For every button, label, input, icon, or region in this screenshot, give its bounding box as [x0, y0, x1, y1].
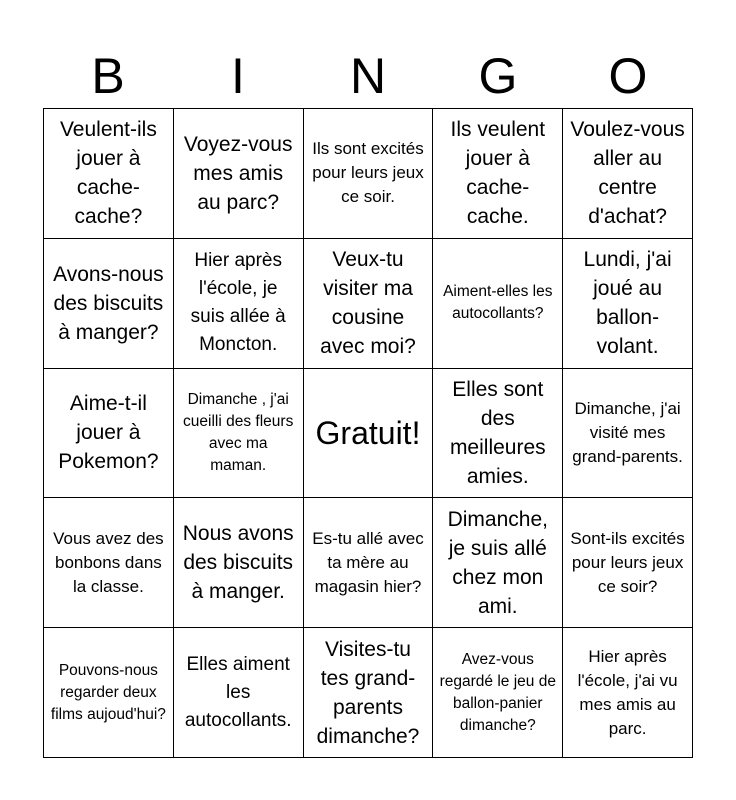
bingo-cell-text: Es-tu allé avec ta mère au magasin hier? — [312, 528, 424, 596]
bingo-cell[interactable] — [44, 498, 174, 628]
bingo-cell[interactable] — [304, 498, 434, 628]
bingo-cell[interactable] — [44, 109, 174, 239]
bingo-cell-text: Ils sont excités pour leurs jeux ce soir. — [312, 139, 424, 207]
bingo-cell-text: Sont-ils excités pour leurs jeux ce soir? — [570, 528, 685, 596]
bingo-cell-text: Elles aiment les autocollants. — [184, 653, 292, 731]
bingo-cell[interactable] — [44, 369, 174, 499]
bingo-cell-text: Hier après l'école, je suis allée à Moncton. — [190, 250, 286, 356]
bingo-cell[interactable] — [174, 628, 304, 758]
bingo-cell-text: Nous avons des biscuits à manger. — [182, 522, 294, 604]
bingo-cell[interactable] — [433, 498, 563, 628]
bingo-cell-text: Voulez-vous aller au centre d'achat? — [570, 118, 685, 229]
bingo-cell-text: Pouvons-nous regarder deux films aujoud'hui? — [50, 661, 166, 723]
bingo-cell-text: Veulent-ils jouer à cache-cache? — [59, 118, 157, 229]
bingo-cell-text: Vous avez des bonbons dans la classe. — [53, 528, 164, 596]
bingo-cell[interactable] — [304, 239, 434, 369]
bingo-cell-text: Avez-vous regardé le jeu de ballon-panier dimanche? — [439, 650, 556, 734]
bingo-cell[interactable] — [44, 628, 174, 758]
bingo-cell[interactable] — [433, 109, 563, 239]
bingo-cell-text: Lundi, j'ai joué au ballon-volant. — [583, 248, 672, 359]
bingo-free-cell[interactable] — [304, 369, 434, 499]
bingo-cell-text: Dimanche , j'ai cueilli des fleurs avec ma maman. — [183, 390, 294, 474]
bingo-cell[interactable] — [433, 369, 563, 499]
bingo-cell[interactable] — [174, 239, 304, 369]
bingo-cell[interactable] — [44, 239, 174, 369]
bingo-cell[interactable] — [433, 239, 563, 369]
bingo-cell-text: Aime-t-il jouer à Pokemon? — [58, 392, 159, 474]
bingo-cell-text: Visites-tu tes grand-parents dimanche? — [316, 637, 420, 748]
bingo-cell[interactable] — [304, 109, 434, 239]
bingo-cell[interactable] — [563, 109, 693, 239]
bingo-cell-text: Voyez-vous mes amis au parc? — [183, 132, 293, 214]
bingo-header — [43, 48, 693, 104]
bingo-cell[interactable] — [563, 628, 693, 758]
bingo-cell-text: Elles sont des meilleures amies. — [449, 377, 546, 488]
header-letter-i: I — [231, 48, 245, 104]
bingo-cell[interactable] — [433, 628, 563, 758]
bingo-cell-text: Aiment-elles les autocollants? — [443, 283, 553, 323]
bingo-cell[interactable] — [174, 369, 304, 499]
bingo-cell-text: Hier après l'école, j'ai vu mes amis au parc. — [577, 646, 678, 738]
bingo-cell-text: Veux-tu visiter ma cousine avec moi? — [320, 248, 416, 359]
bingo-cell[interactable] — [563, 239, 693, 369]
header-letter-n: N — [349, 48, 387, 104]
header-letter-b: B — [91, 48, 125, 104]
header-letter-o: O — [608, 48, 648, 104]
bingo-cell-text: Avons-nous des biscuits à manger? — [53, 262, 164, 344]
free-space-label: Gratuit! — [315, 414, 421, 451]
bingo-cell[interactable] — [174, 109, 304, 239]
bingo-cell-text: Dimanche, j'ai visité mes grand-parents. — [572, 398, 683, 466]
bingo-cell[interactable] — [174, 498, 304, 628]
bingo-cell[interactable] — [563, 369, 693, 499]
header-letter-g: G — [478, 48, 518, 104]
bingo-cell-text: Ils veulent jouer à cache-cache. — [450, 118, 546, 229]
bingo-cell[interactable] — [563, 498, 693, 628]
bingo-cell[interactable] — [304, 628, 434, 758]
bingo-cell-text: Dimanche, je suis allé chez mon ami. — [447, 507, 548, 618]
bingo-card-grid — [43, 108, 693, 758]
